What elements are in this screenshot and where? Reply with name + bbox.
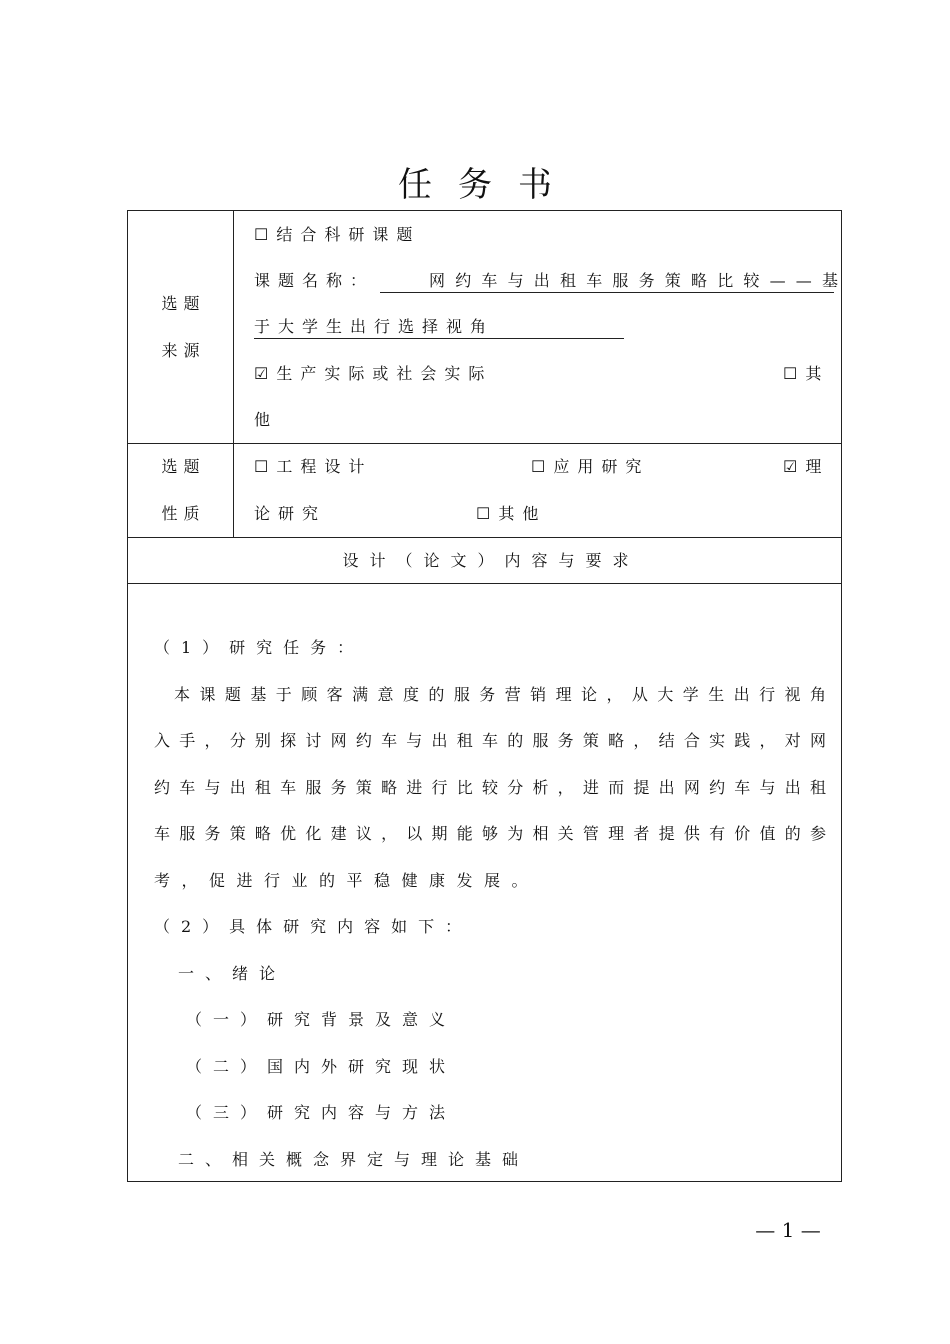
topic-name-label: 课题名称：	[254, 271, 375, 290]
topic-nature-label-line1: 选题	[161, 457, 206, 476]
column-divider	[233, 211, 234, 537]
outline-item: （二）国内外研究现状	[186, 1057, 457, 1076]
option-research-checkbox[interactable]: ☐结合科研课题	[254, 225, 421, 244]
task-paragraph-line: 车服务策略优化建议，以期能够为相关管理者提供有价值的参	[154, 824, 826, 843]
task-paragraph-line: 考，促进行业的平稳健康发展。	[154, 871, 540, 890]
option-other-checkbox[interactable]: ☐其	[783, 364, 830, 383]
task-paragraph-line: 本课题基于顾客满意度的服务营销理论，从大学生出行视角	[174, 685, 826, 704]
task-table	[127, 210, 849, 1182]
topic-name-underline	[380, 292, 834, 293]
row-divider	[128, 537, 841, 538]
topic-source-label-line1: 选题	[161, 294, 206, 313]
outline-item: 一、绪论	[178, 964, 287, 983]
row-divider	[128, 443, 841, 444]
page-number: — 1 —	[755, 1218, 821, 1242]
outline-item: 二、相关概念界定与理论基础	[178, 1150, 530, 1169]
topic-name-line1: 网约车与出租车服务策略比较——基	[429, 271, 849, 290]
row-divider	[128, 583, 841, 584]
outline-item: （三）研究内容与方法	[186, 1103, 457, 1122]
option-theory-checkbox[interactable]: ☑理	[783, 457, 830, 476]
content-heading: （2）具体研究内容如下：	[154, 917, 473, 936]
task-paragraph-line: 入手，分别探讨网约车与出租车的服务策略，结合实践，对网	[154, 731, 826, 750]
topic-source-label-line2: 来源	[161, 341, 206, 360]
topic-name-line2: 于大学生出行选择视角	[254, 317, 495, 336]
option-practice-checkbox[interactable]: ☑生产实际或社会实际	[254, 364, 493, 383]
option-nature-other-checkbox[interactable]: ☐其他	[476, 504, 547, 523]
topic-nature-label-line2: 性质	[161, 504, 206, 523]
option-applied-checkbox[interactable]: ☐应用研究	[531, 457, 650, 476]
outline-item: （一）研究背景及意义	[186, 1010, 457, 1029]
option-theory-tail: 论研究	[254, 504, 327, 523]
option-other-tail: 他	[254, 410, 279, 429]
task-paragraph-line: 约车与出租车服务策略进行比较分析，进而提出网约车与出租	[154, 778, 826, 797]
task-heading: （1）研究任务：	[154, 638, 365, 657]
document-title: 任务书	[398, 165, 578, 205]
option-engineering-checkbox[interactable]: ☐工程设计	[254, 457, 373, 476]
section-header: 设计（论文）内容与要求	[342, 551, 640, 570]
topic-name-underline	[254, 338, 624, 339]
